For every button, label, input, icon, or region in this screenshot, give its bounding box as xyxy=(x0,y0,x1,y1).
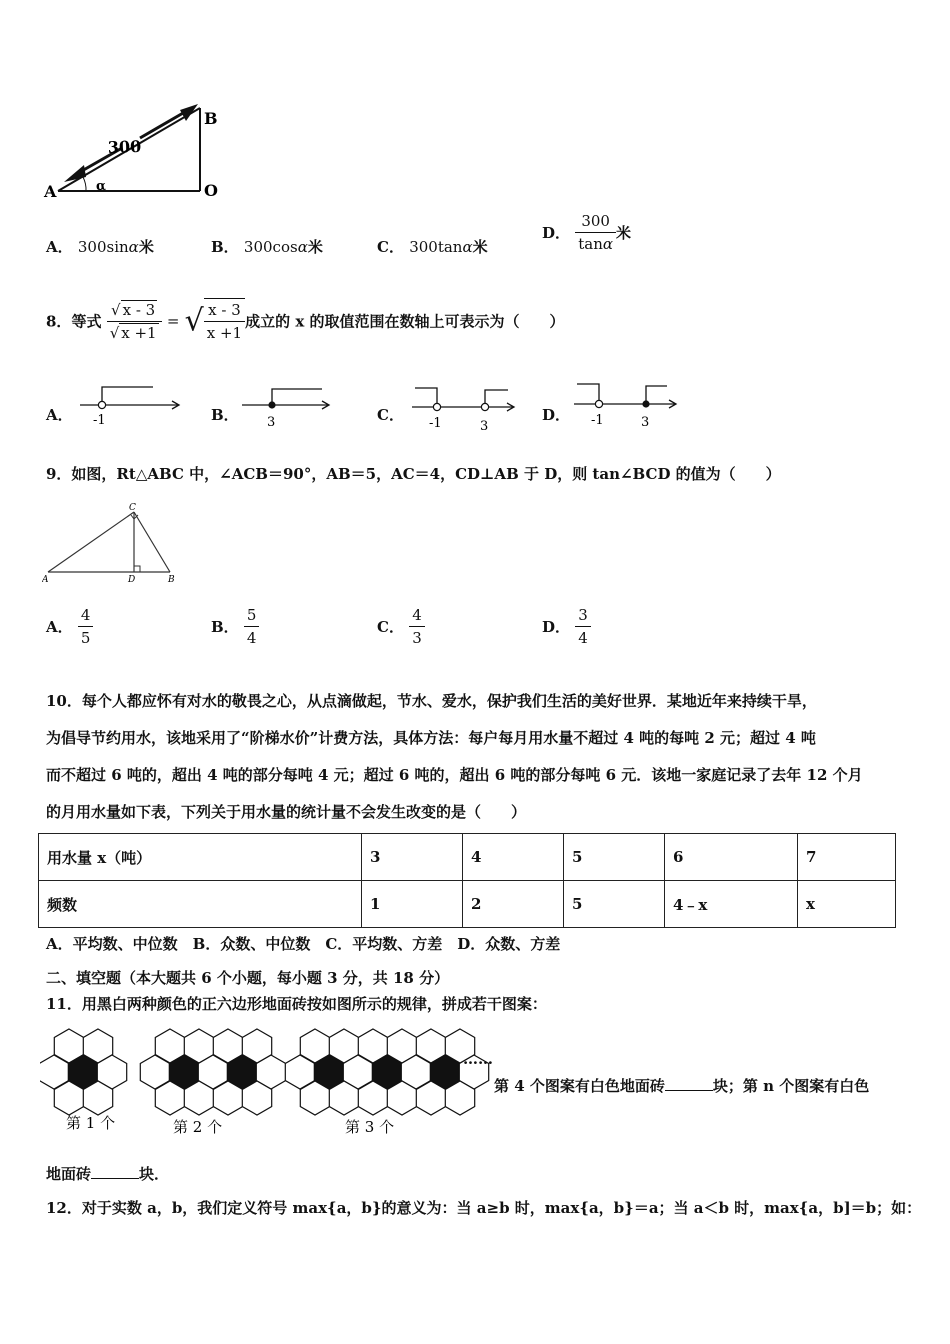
q11-ellipsis: …… xyxy=(463,1050,493,1068)
table-cell: 5 xyxy=(564,834,665,881)
table-cell: 5 xyxy=(564,881,665,928)
q7-option-c: C． 300tanα米 xyxy=(377,238,488,256)
q9-triangle-figure xyxy=(42,500,182,586)
q9-label-b: B xyxy=(168,575,175,585)
q7-label-o: O xyxy=(204,181,218,200)
q9-option-d: D． $\frac{3}{4}$ xyxy=(542,604,591,649)
q8-option-d-numberline xyxy=(572,376,687,428)
q7-triangle-figure xyxy=(40,98,240,203)
q10-line-4: 的月用水量如下表，下列关于用水量的统计量不会发生改变的是（ ） xyxy=(46,803,527,821)
table-cell: 用水量 x（吨） xyxy=(39,834,362,881)
q9-option-a: A． $\frac{4}{5}$ xyxy=(46,604,93,649)
table-cell: 2 xyxy=(463,881,564,928)
q8-question: 8．等式 $\frac{√ x - 3}{√ x +1}$ = √ $\frac{x - 3}{x +1}$ 成立的 x 的取值范围在数轴上可表示为（ ） xyxy=(46,298,565,344)
hex-pattern-3 xyxy=(285,1029,488,1115)
section-2-heading: 二、填空题（本大题共 6 个小题，每小题 3 分，共 18 分） xyxy=(46,969,450,987)
table-cell: 频数 xyxy=(39,881,362,928)
table-cell: 1 xyxy=(362,881,463,928)
q11-caption-1: 第 1 个 xyxy=(66,1114,116,1132)
q8-option-a-letter: A． xyxy=(46,406,73,424)
q11-blank-line-2: 地面砖 块． xyxy=(46,1165,170,1183)
q11-blank-line-1: 第 4 个图案有白色地面砖 块；第 n 个图案有白色 xyxy=(494,1077,870,1095)
q11-question: 11．用黑白两种颜色的正六边形地面砖按如图所示的规律，拼成若干图案： xyxy=(46,995,547,1013)
q12-question: 12．对于实数 a，b，我们定义符号 max{a，b}的意义为：当 a≥b 时，max{a，b}＝a；当 a＜b 时，max{a，b]＝b；如： xyxy=(46,1199,922,1217)
q8-d-tick-2: 3 xyxy=(641,415,650,428)
q10-water-table xyxy=(38,833,896,928)
table-cell: 4 xyxy=(463,834,564,881)
q7-length-label: 300 xyxy=(107,136,142,157)
q8-c-tick-1: -1 xyxy=(429,416,442,431)
q7-label-a: A xyxy=(44,182,57,201)
q9-label-d: D xyxy=(128,575,136,585)
q7-angle-label: α xyxy=(96,179,107,194)
q8-c-tick-2: 3 xyxy=(480,419,489,432)
q8-d-tick-1: -1 xyxy=(591,413,604,428)
q9-label-a: A xyxy=(42,575,49,585)
q8-b-tick: 3 xyxy=(267,415,276,430)
q8-option-c-numberline xyxy=(410,380,525,432)
q8-option-c-letter: C． xyxy=(377,406,404,424)
q11-caption-2: 第 2 个 xyxy=(173,1118,223,1136)
table-row xyxy=(39,834,896,881)
table-row xyxy=(39,881,896,928)
q10-line-1: 10．每个人都应怀有对水的敬畏之心，从点滴做起，节水、爱水，保护我们生活的美好世界．某地近年来持续干旱， xyxy=(46,692,817,710)
hex-pattern-1 xyxy=(40,1029,127,1115)
q11-blank-1[interactable] xyxy=(665,1076,713,1091)
q8-option-b-letter: B． xyxy=(211,406,239,424)
hex-pattern-2 xyxy=(140,1029,285,1115)
table-cell: x xyxy=(798,881,896,928)
q7-option-b: B． 300cosα米 xyxy=(211,238,323,256)
q7-label-b: B xyxy=(204,109,218,128)
q10-line-3: 而不超过 6 吨的，超出 4 吨的部分每吨 4 元；超过 6 吨的，超出 6 吨的部分每吨 6 元．该地一家庭记录了去年 12 个月 xyxy=(46,766,863,784)
q8-option-d-letter: D． xyxy=(542,406,571,424)
q9-question: 9．如图，Rt△ABC 中，∠ACB＝90°，AB＝5，AC＝4，CD⊥AB 于 D，则 tan∠BCD 的值为（ ） xyxy=(46,465,781,483)
table-cell: 6 xyxy=(665,834,798,881)
table-cell: 7 xyxy=(798,834,896,881)
q11-caption-3: 第 3 个 xyxy=(345,1118,395,1136)
table-cell: 4﹣x xyxy=(665,881,798,928)
q7-option-a: A． 300sinα米 xyxy=(46,238,154,256)
q11-blank-2[interactable] xyxy=(91,1164,139,1179)
q9-option-b: B． $\frac{5}{4}$ xyxy=(211,604,259,649)
q9-label-c: C xyxy=(129,503,136,513)
q11-hexagon-patterns xyxy=(40,1020,510,1145)
table-cell: 3 xyxy=(362,834,463,881)
q7-option-d: D． $\frac{300}{\tan\alpha}$ 米 xyxy=(542,212,632,253)
q9-option-c: C． $\frac{4}{3}$ xyxy=(377,604,425,649)
q8-a-tick: -1 xyxy=(93,413,106,428)
q8-option-b-numberline xyxy=(240,380,340,430)
q10-options: A．平均数、中位数 B．众数、中位数 C．平均数、方差 D．众数、方差 xyxy=(46,935,561,953)
q10-line-2: 为倡导节约用水，该地采用了“阶梯水价”计费方法，具体方法：每户每月用水量不超过 4 吨的每吨 2 元；超过 4 吨 xyxy=(46,729,816,747)
q8-option-a-numberline xyxy=(78,380,188,430)
